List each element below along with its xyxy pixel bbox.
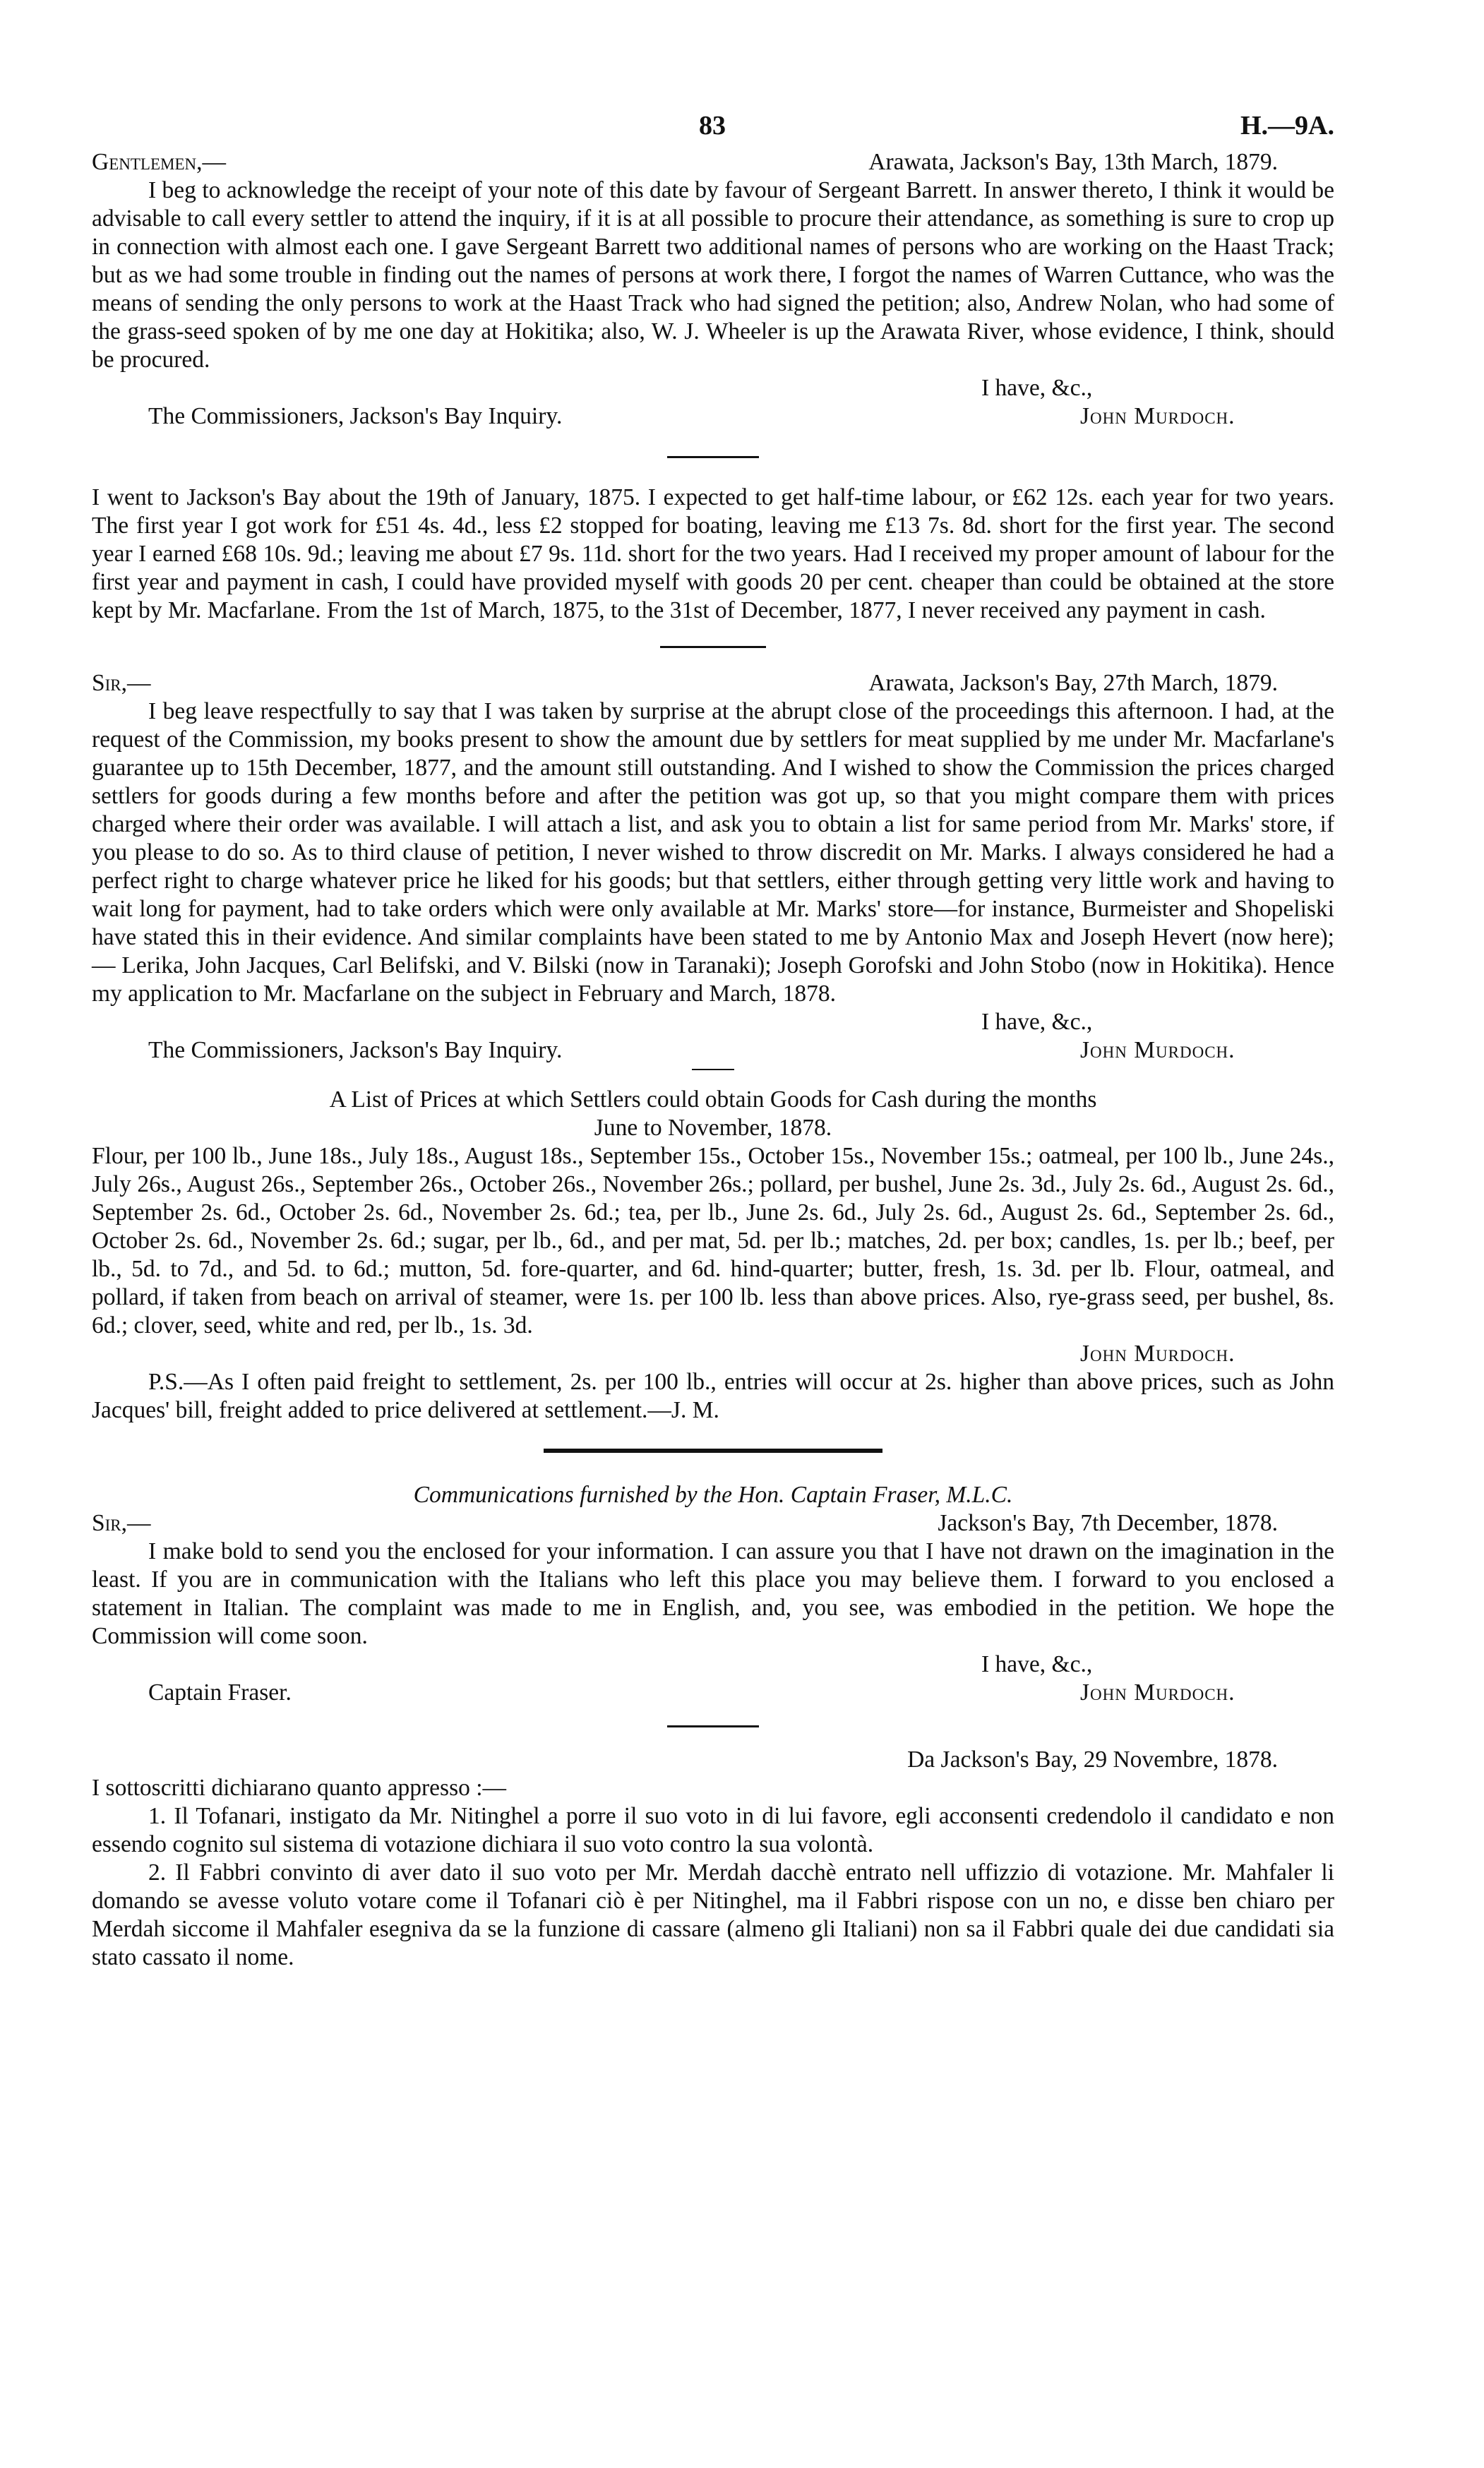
letter-3-body: I make bold to send you the enclosed for your information. I can assure you that I have not drawn on the imagination in the least. If you are in communication with the Italians who left this place you may believe them. I forward to you enclosed a statement in Italian. The complaint was made to me in English, and, you see, was embodied in the petition. We hope the Commission will come soon. <box>92 1538 1334 1649</box>
letter-2-closing: I have, &c., <box>981 1009 1093 1035</box>
document-code: H.—9A. <box>1240 111 1334 140</box>
letter-1-body: I beg to acknowledge the receipt of your note of this date by favour of Sergeant Barrett. In answer thereto, I think it would be advisable to call every settler to attend the inquiry, if it is at all possible to procure their attendance, as something is sure to crop up in connection with almost each one. I gave Sergeant Barrett two additional names of persons who are working on the Haast Track; but as we had some trouble in finding out the names of persons at work there, I forgot the names of Warren Cuttance, who was the means of sending the only persons to work at the Haast Track who had signed the petition; also, Andrew Nolan, who had some of the grass-seed spoken of by me one day at Hokitika; also, W. J. Wheeler is up the Arawata River, whose evidence, I think, should be procured. <box>92 177 1334 373</box>
price-list-sign-row <box>92 1340 1334 1368</box>
letter-2-heading-row <box>92 669 1334 697</box>
price-list-title-line-1: A List of Prices at which Settlers could obtain Goods for Cash during the months <box>329 1086 1097 1113</box>
document-page <box>92 106 1334 1972</box>
letter-1-heading-row <box>92 148 1334 176</box>
letter-3 <box>92 1509 1334 1707</box>
separator-rule <box>660 646 766 648</box>
letter-2-addressee: The Commissioners, Jackson's Bay Inquiry. <box>148 1037 563 1063</box>
price-list-title-line-2: June to November, 1878. <box>594 1115 832 1141</box>
separator-rule <box>667 1725 759 1727</box>
price-list-postscript: P.S.—As I often paid freight to settlement, 2s. per 100 lb., entries will occur at 2s. higher than above prices, such as John Jacques' bill, freight added to price delivered at settlement.—J. M. <box>92 1369 1334 1423</box>
letter-3-signature: John Murdoch. <box>1080 1679 1235 1706</box>
letter-2-salutation: Sir,— <box>92 670 151 696</box>
letter-1-sign-row <box>92 402 1334 431</box>
letter-3-sign-row <box>92 1679 1334 1707</box>
letter-1-signature: John Murdoch. <box>1080 403 1235 429</box>
letter-1 <box>92 148 1334 431</box>
separator-rule <box>667 456 759 458</box>
settler-statement: I went to Jackson's Bay about the 19th of January, 1875. I expected to get half-time labour, or £62 12s. each year for two years. The first year I got work for £51 4s. 4d., less £2 stopped for boating, leaving me £13 7s. 8d. short for the first year. The second year I earned £68 10s. 9d.; leaving me about £7 9s. 11d. short for the two years. Had I received my proper amount of labour for the first year and payment in cash, I could have provided myself with goods 20 per cent. cheaper than could be obtained at the store kept by Mr. Macfarlane. From the 1st of March, 1875, to the 31st of December, 1877, I never received any payment in cash. <box>92 484 1334 623</box>
page-header <box>92 106 1334 148</box>
letter-2-signature: John Murdoch. <box>1080 1037 1235 1063</box>
price-list <box>92 1086 1334 1425</box>
letter-2-dateline: Arawata, Jackson's Bay, 27th March, 1879. <box>868 670 1278 696</box>
letter-1-closing-row <box>92 374 1334 402</box>
letter-1-addressee: The Commissioners, Jackson's Bay Inquiry. <box>148 403 563 429</box>
price-list-body: Flour, per 100 lb., June 18s., July 18s., August 18s., September 15s., October 15s., November 15s.; oatmeal, per 100 lb., June 24s., July 26s., August 26s., September 26s., October 26s., November 26s.; pollard, per bushel, June 2s. 3d., July 2s. 6d., August 2s. 6d., September 2s. 6d., October 2s. 6d., November 2s. 6d.; tea, per lb., June 2s. 6d., July 2s. 6d., August 2s. 6d., September 2s. 6d., October 2s. 6d., November 2s. 6d.; sugar, per lb., 6d., and per mat, 5d. per lb.; matches, 2d. per box; candles, 1s. per lb.; beef, per lb., 5d. to 7d., and 5d. to 6d.; mutton, 5d. fore-quarter, and 6d. hind-quarter; butter, fresh, 1s. 3d. per lb. Flour, oatmeal, and pollard, if taken from beach on arrival of steamer, were 1s. per 100 lb. less than above prices. Also, rye-grass seed, per bushel, 8s. 6d.; clover, seed, white and red, per lb., 1s. 3d. <box>92 1143 1334 1338</box>
letter-2 <box>92 669 1334 1065</box>
letter-3-dateline: Jackson's Bay, 7th December, 1878. <box>938 1510 1278 1536</box>
section-heading: Communications furnished by the Hon. Captain Fraser, M.L.C. <box>413 1482 1013 1508</box>
letter-2-closing-row <box>92 1008 1334 1036</box>
italian-dateline: Da Jackson's Bay, 29 Novembre, 1878. <box>907 1747 1278 1773</box>
page-number: 83 <box>699 111 726 140</box>
letter-2-sign-row <box>92 1036 1334 1065</box>
letter-1-closing: I have, &c., <box>981 375 1093 401</box>
letter-2-body: I beg leave respectfully to say that I was taken by surprise at the abrupt close of the proceedings this afternoon. I had, at the request of the Commission, my books present to show the amount due by settlers for meat supplied by me under Mr. Macfarlane's guarantee up to 15th December, 1877, and the amount still outstanding. And I wished to show the Commission the prices charged settlers for goods during a few months before and after the petition was got up, so that you might compare them with prices charged where their order was available. I will attach a list, and ask you to obtain a list for same period from Mr. Marks' store, if you please to do so. As to third clause of petition, I never wished to throw discredit on Mr. Marks. I always considered he had a perfect right to charge whatever price he liked for his goods; but that settlers, either through getting very little work and having to wait long for payment, had to take orders which were only available at Mr. Marks' store—for instance, Burmeister and Shopeliski have stated this in their evidence. And similar complaints have been stated to me by Antonio Max and Joseph Hevert (now here); — Lerika, John Jacques, Carl Belifski, and V. Bilski (now in Taranaki); Joseph Gorofski and John Stobo (now in Hokitika). Hence my application to Mr. Macfarlane on the subject in February and March, 1878. <box>92 698 1334 1007</box>
letter-3-closing-row <box>92 1651 1334 1679</box>
separator-rule <box>692 1069 734 1070</box>
letter-3-closing: I have, &c., <box>981 1651 1093 1677</box>
italian-item-2: 2. Il Fabbri convinto di aver dato il suo voto per Mr. Merdah dacchè entrato nell uffizzio di votazione. Mr. Mahfaler li domando se avesse voluto votare come il Tofanari ciò è per Nitinghel, ma il Fabbri rispose con un no, e disse ben chiaro per Merdah siccome il Mahfaler esegniva da se la funzione di cassare (almeno gli Italiani) non sa il Fabbri quale dei due candidati sia stato cassato il nome. <box>92 1859 1334 1970</box>
section-divider-rule <box>544 1449 882 1453</box>
price-list-signature: John Murdoch. <box>1080 1341 1235 1367</box>
italian-item-1: 1. Il Tofanari, instigato da Mr. Nitinghel a porre il suo voto in di lui favore, egli acconsenti credendolo il candidato e non essendo cognito sul sistema di votazione dichiara il suo voto contro la sua volontà. <box>92 1803 1334 1857</box>
italian-intro: I sottoscritti dichiarano quanto appresso :— <box>92 1775 507 1801</box>
letter-3-salutation: Sir,— <box>92 1510 151 1536</box>
letter-3-heading-row <box>92 1509 1334 1538</box>
letter-1-salutation: Gentlemen,— <box>92 149 226 175</box>
italian-statement <box>92 1746 1334 1972</box>
letter-3-addressee: Captain Fraser. <box>148 1679 292 1706</box>
letter-1-dateline: Arawata, Jackson's Bay, 13th March, 1879. <box>868 149 1278 175</box>
